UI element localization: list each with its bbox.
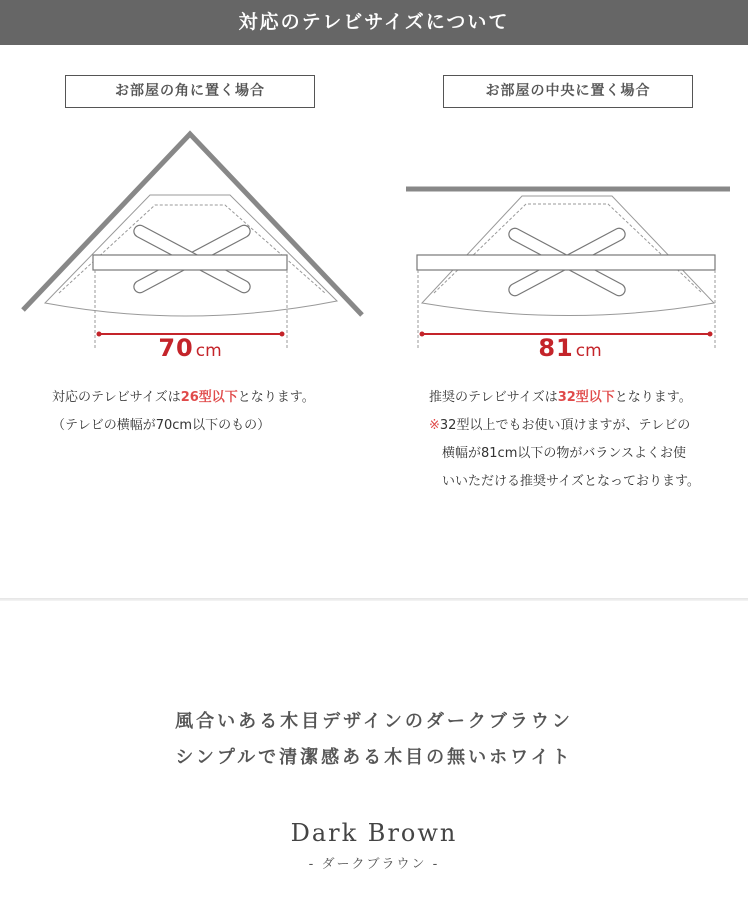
color-name-japanese: - ダークブラウン - xyxy=(308,857,440,872)
center-note-line-2: 横幅が81cm以下の物がバランスよくお使 xyxy=(442,446,686,461)
center-note-line-3: いいただける推奨サイズとなっております。 xyxy=(442,474,700,489)
center-placement-diagram xyxy=(400,180,740,350)
room-corner-walls xyxy=(23,134,362,315)
center-note-line-1: ※32型以上でもお使い頂けますが、テレビの xyxy=(429,418,691,433)
corner-description xyxy=(52,384,372,440)
tagline-dark-brown: 風合いある木目デザインのダークブラウン xyxy=(175,711,573,732)
color-name: Dark Brown xyxy=(290,819,458,847)
tv-body xyxy=(417,255,715,270)
tv-body xyxy=(93,255,287,270)
center-placement-label: お部屋の中央に置く場合 xyxy=(443,75,693,108)
center-width-value: 81 xyxy=(538,334,574,362)
tagline-white: シンプルで清潔感ある木目の無いホワイト xyxy=(175,747,573,768)
corner-width-unit: cm xyxy=(195,341,222,361)
corner-width-measure xyxy=(110,334,270,362)
corner-size-highlight: 26型以下 xyxy=(180,390,238,405)
center-width-measure xyxy=(490,334,650,362)
corner-size-text: 対応のテレビサイズは26型以下となります。 xyxy=(52,390,315,405)
note-mark: ※ xyxy=(429,418,440,433)
center-size-text: 推奨のテレビサイズは32型以下となります。 xyxy=(429,390,692,405)
section-header xyxy=(0,0,748,45)
corner-width-value: 70 xyxy=(158,334,194,362)
corner-placement-label: お部屋の角に置く場合 xyxy=(65,75,315,108)
section-divider xyxy=(0,598,748,601)
corner-size-note: （テレビの横幅が70cm以下のもの） xyxy=(52,418,271,433)
corner-placement-diagram xyxy=(15,125,375,350)
section-title: 対応のテレビサイズについて xyxy=(238,11,510,33)
center-width-unit: cm xyxy=(575,341,602,361)
center-size-highlight: 32型以下 xyxy=(557,390,615,405)
center-description xyxy=(429,384,739,496)
